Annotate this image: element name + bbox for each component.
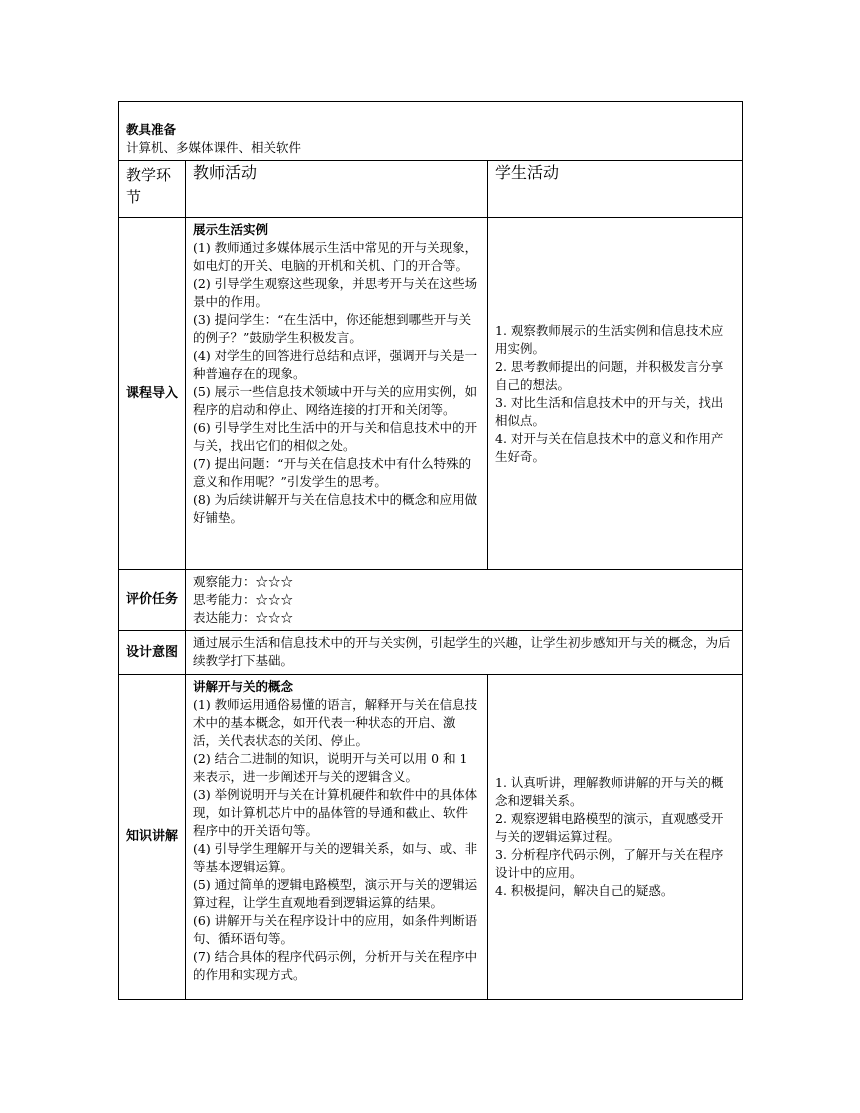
intro-student-item: 2. 思考教师提出的问题，并积极发言分享自己的想法。	[495, 358, 724, 392]
header-stage: 教学环节	[126, 166, 172, 206]
knowledge-teacher-item: (5) 通过简单的逻辑电路模型，演示开与关的逻辑运算过程，让学生直观地看到逻辑运算的结果。	[193, 877, 478, 910]
header-student: 学生活动	[495, 163, 560, 182]
knowledge-label-cell	[119, 675, 186, 1000]
evaluation-item: 表达能力：☆☆☆	[193, 610, 294, 625]
knowledge-teacher-item: (7) 结合具体的程序代码示例，分析开与关在程序中的作用和实现方式。	[193, 949, 478, 982]
knowledge-student-item: 3. 分析程序代码示例，了解开与关在程序设计中的应用。	[495, 847, 724, 880]
knowledge-row	[119, 675, 743, 1000]
knowledge-student-item: 1. 认真听讲，理解教师讲解的开与关的概念和逻辑关系。	[495, 775, 724, 808]
knowledge-teacher-cell	[186, 675, 488, 1000]
knowledge-teacher-item: (1) 教师运用通俗易懂的语言，解释开与关在信息技术中的基本概念，如开代表一种状态的开启、激活，关代表状态的关闭、停止。	[193, 697, 478, 748]
intro-teacher-item: (6) 引导学生对比生活中的开与关和信息技术中的开与关，找出它们的相似之处。	[193, 420, 478, 453]
prep-content: 计算机、多媒体课件、相关软件	[126, 140, 302, 155]
intro-teacher-item: (4) 对学生的回答进行总结和点评，强调开与关是一种普遍存在的现象。	[193, 348, 478, 381]
header-row	[119, 161, 743, 218]
intro-teacher-title: 展示生活实例	[193, 222, 269, 237]
evaluation-item: 思考能力：☆☆☆	[193, 592, 294, 607]
intro-student-item: 3. 对比生活和信息技术中的开与关，找出相似点。	[495, 394, 724, 428]
design-label-cell	[119, 631, 186, 675]
evaluation-label-cell	[119, 570, 186, 631]
knowledge-student-item: 2. 观察逻辑电路模型的演示，直观感受开与关的逻辑运算过程。	[495, 811, 724, 844]
intro-teacher-item: (1) 教师通过多媒体展示生活中常见的开与关现象，如电灯的开关、电脑的开机和关机、门的开合等。	[193, 240, 478, 273]
intro-teacher-item: (3) 提问学生：“在生活中，你还能想到哪些开与关的例子？”鼓励学生积极发言。	[193, 312, 472, 345]
intro-teacher-item: (8) 为后续讲解开与关在信息技术中的概念和应用做好铺垫。	[193, 492, 478, 525]
prep-row	[119, 102, 743, 161]
knowledge-student-item: 4. 积极提问，解决自己的疑惑。	[495, 883, 674, 898]
header-cell-student	[488, 161, 743, 218]
header-cell-stage	[119, 161, 186, 218]
knowledge-teacher-item: (2) 结合二进制的知识，说明开与关可以用 0 和 1 来表示，进一步阐述开与关的逻辑含义。	[193, 751, 468, 784]
header-teacher: 教师活动	[193, 163, 258, 182]
prep-title: 教具准备	[126, 122, 177, 137]
knowledge-teacher-item: (3) 举例说明开与关在计算机硬件和软件中的具体体现，如计算机芯片中的晶体管的导通和截止、软件程序中的开关语句等。	[193, 787, 478, 838]
intro-label: 课程导入	[126, 385, 179, 401]
intro-row	[119, 218, 743, 570]
design-content-cell	[186, 631, 743, 675]
knowledge-label: 知识讲解	[126, 829, 179, 844]
evaluation-label: 评价任务	[126, 592, 179, 607]
intro-teacher-item: (5) 展示一些信息技术领域中开与关的应用实例，如程序的启动和停止、网络连接的打开和关闭等。	[193, 384, 478, 417]
lesson-plan-table	[118, 101, 743, 1000]
intro-teacher-item: (2) 引导学生观察这些现象，并思考开与关在这些场景中的作用。	[193, 276, 478, 309]
intro-label-cell	[119, 218, 186, 570]
knowledge-teacher-item: (4) 引导学生理解开与关的逻辑关系，如与、或、非等基本逻辑运算。	[193, 841, 478, 874]
design-label: 设计意图	[126, 644, 179, 660]
prep-cell	[119, 102, 743, 161]
intro-student-item: 4. 对开与关在信息技术中的意义和作用产生好奇。	[495, 430, 724, 464]
intro-student-cell	[488, 218, 743, 570]
knowledge-student-cell	[488, 675, 743, 1000]
design-row	[119, 631, 743, 675]
evaluation-row	[119, 570, 743, 631]
knowledge-teacher-item: (6) 讲解开与关在程序设计中的应用，如条件判断语句、循环语句等。	[193, 913, 478, 946]
intro-student-item: 1. 观察教师展示的生活实例和信息技术应用实例。	[495, 322, 724, 356]
knowledge-teacher-title: 讲解开与关的概念	[193, 679, 294, 694]
evaluation-content-cell	[186, 570, 743, 631]
evaluation-item: 观察能力：☆☆☆	[193, 574, 294, 589]
design-text: 通过展示生活和信息技术中的开与关实例，引起学生的兴趣，让学生初步感知开与关的概念，为后续教学打下基础。	[193, 635, 731, 668]
header-cell-teacher	[186, 161, 488, 218]
intro-teacher-cell	[186, 218, 488, 570]
intro-teacher-item: (7) 提出问题：“开与关在信息技术中有什么特殊的意义和作用呢？”引发学生的思考。	[193, 456, 472, 489]
